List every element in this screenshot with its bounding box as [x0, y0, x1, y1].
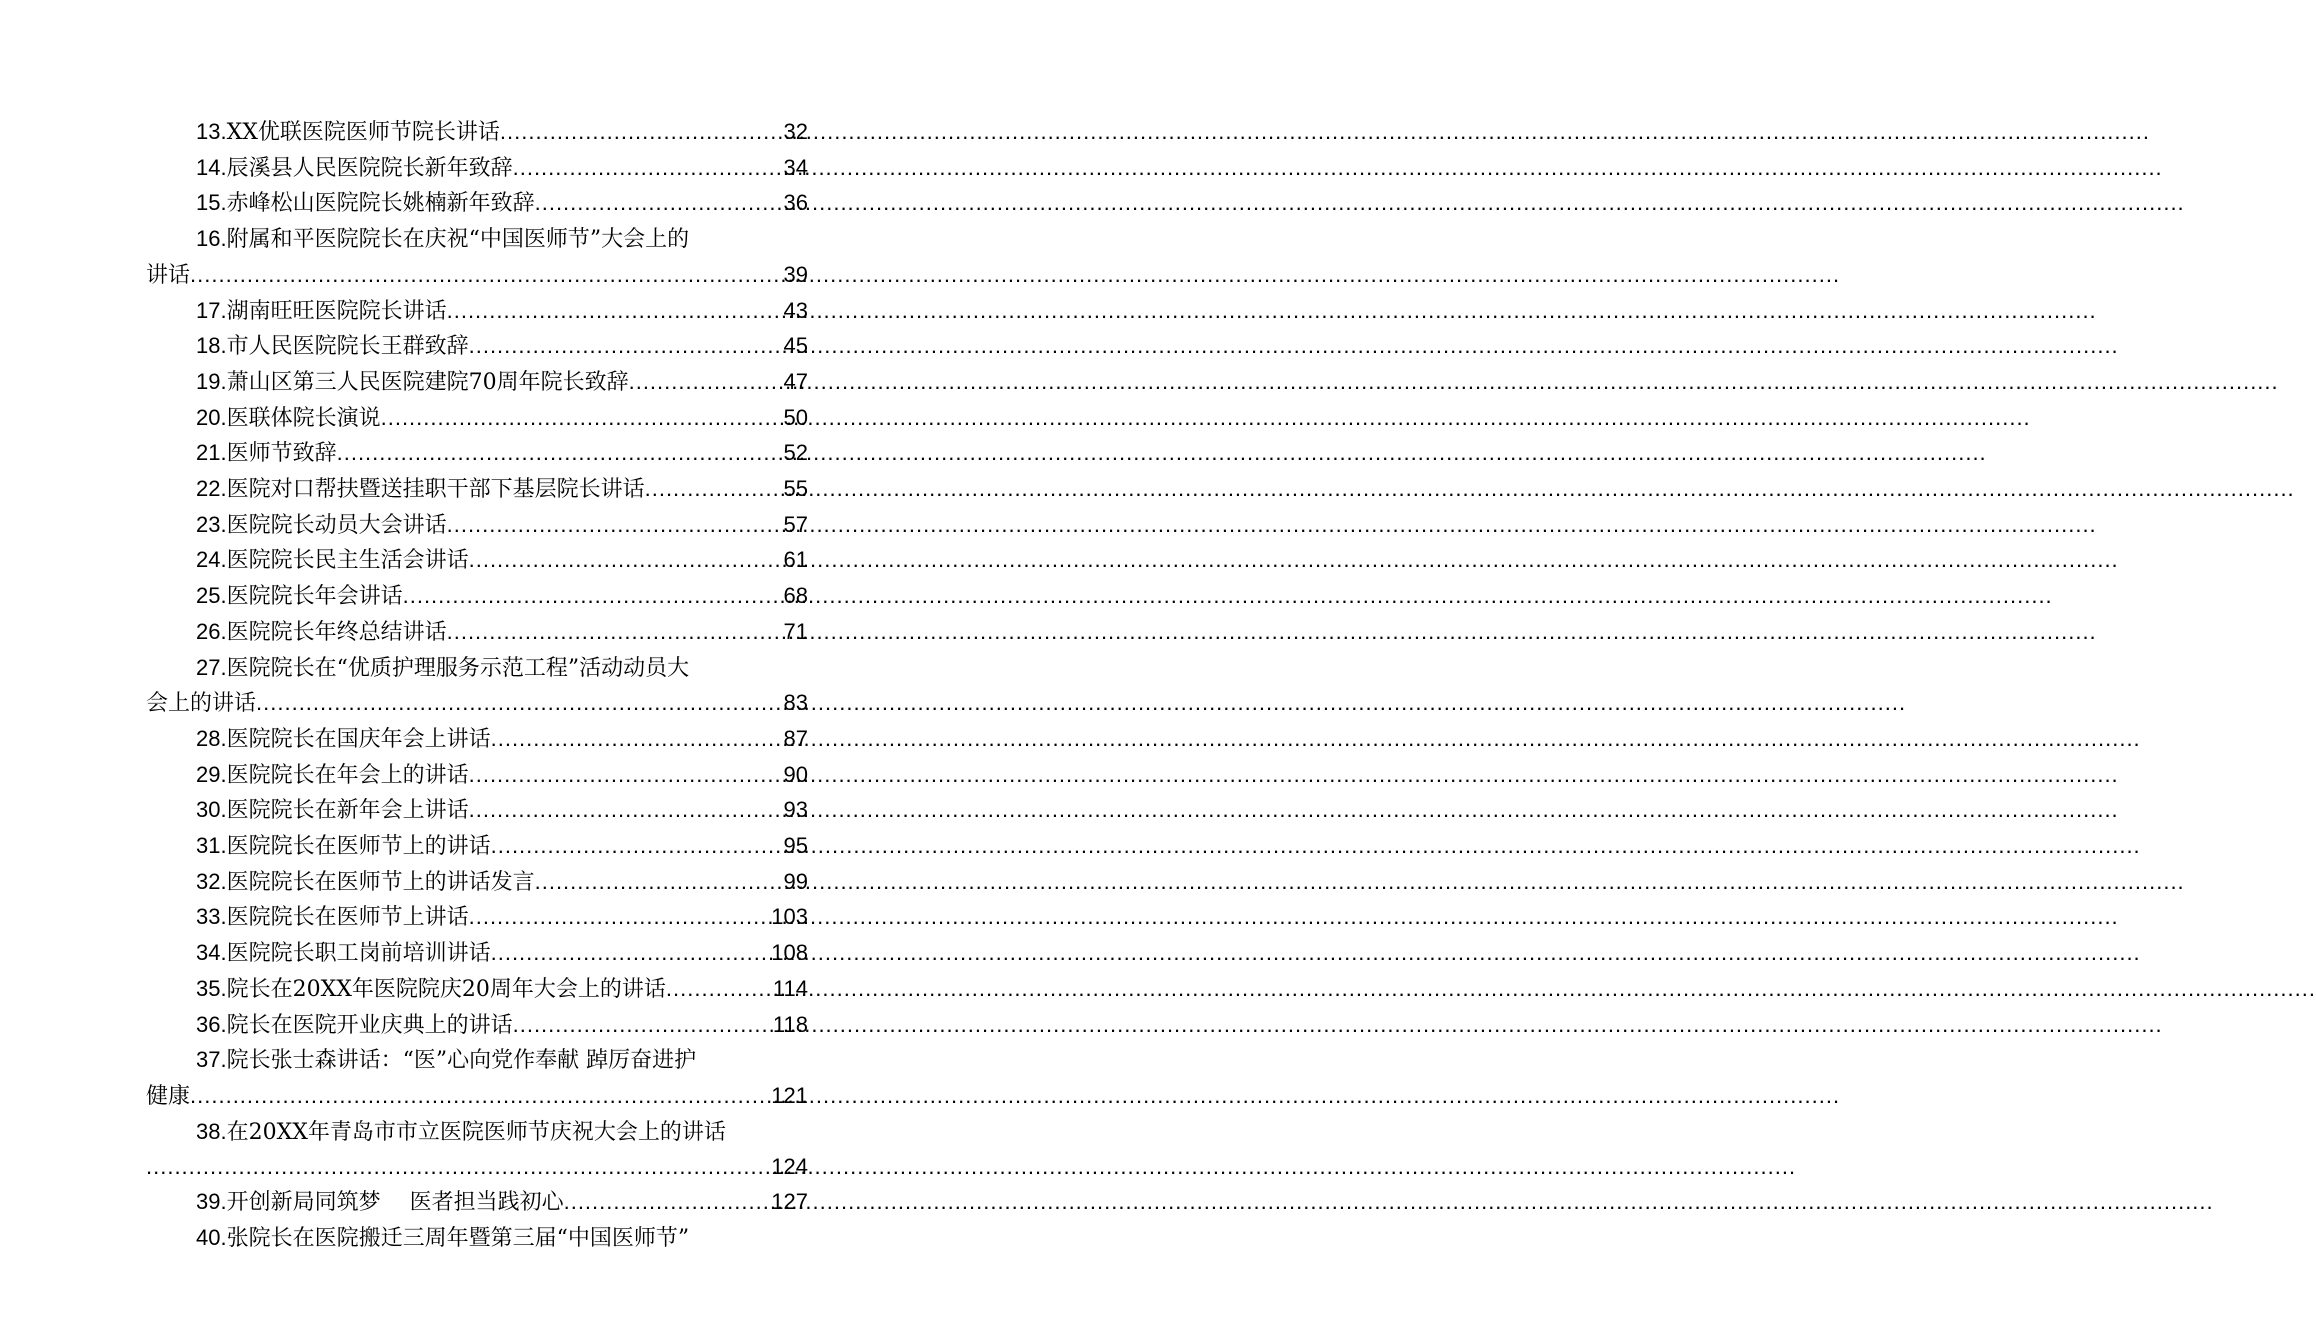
toc-page-number: 45: [783, 333, 808, 359]
toc-dot-leader: [491, 936, 772, 971]
toc-entry-number: 15.: [196, 190, 227, 216]
toc-entry-number: 24.: [196, 547, 227, 573]
toc-entry-title: 张院长在医院搬迁三周年暨第三届“中国医师节”: [226, 1225, 690, 1251]
toc-entry-title: 辰溪县人民医院院长新年致辞: [226, 155, 513, 181]
toc-entry-line: [146, 972, 808, 1008]
toc-entry-number: 30.: [196, 797, 227, 823]
toc-entry-number: 14.: [196, 154, 227, 180]
toc-entry-title: 医院院长在医师节上的讲话: [226, 834, 491, 860]
toc-entry-title-continued: 讲话: [146, 262, 191, 288]
toc-entry-number: 17.: [196, 297, 227, 323]
toc-entry-number: 29.: [196, 761, 227, 787]
toc-entry-title: 院长在医院开业庆典上的讲话: [226, 1012, 513, 1038]
toc-dot-leader: [564, 1185, 772, 1220]
toc-entry-title: 附属和平医院院长在庆祝“中国医师节”大会上的: [226, 227, 690, 253]
toc-page-number: 103: [771, 904, 808, 930]
toc-entry-continuation: [146, 686, 808, 722]
toc-entry-number: 16.: [196, 226, 227, 252]
toc-dot-leader: [491, 829, 784, 864]
toc-page-number: 39: [783, 261, 808, 287]
toc-page-number: 36: [783, 190, 808, 216]
toc-entry-title: 院长张士森讲话：“医”心向党作奉献 踔厉奋进护: [226, 1048, 697, 1074]
toc-entry-title: 医院院长在国庆年会上讲话: [226, 726, 491, 752]
document-page: [0, 0, 950, 1344]
toc-entry-line: [146, 472, 808, 508]
toc-entry-number: 35.: [196, 975, 227, 1001]
toc-entry-line: [146, 401, 808, 437]
toc-dot-leader: [381, 401, 784, 436]
toc-entry-line: [146, 936, 808, 972]
toc-dot-leader: [190, 258, 784, 293]
toc-dot-leader: [535, 865, 784, 900]
toc-entry-title: 医院院长动员大会讲话: [226, 512, 447, 538]
toc-page-number: 83: [783, 690, 808, 716]
toc-entry[interactable]: [146, 615, 808, 651]
toc-entry-line: [146, 1008, 808, 1044]
toc-entry-line: [146, 615, 808, 651]
toc-entry-title: 医院院长在医师节上讲话: [226, 905, 469, 931]
toc-entry-line: [146, 151, 808, 187]
toc-entry[interactable]: [146, 436, 808, 472]
toc-entry[interactable]: [146, 329, 808, 365]
toc-entry-line: [146, 1185, 808, 1221]
toc-entry[interactable]: [146, 793, 808, 829]
toc-page-number: 90: [783, 761, 808, 787]
toc-page-number: 68: [783, 583, 808, 609]
toc-entry-number: 36.: [196, 1011, 227, 1037]
toc-dot-leader: [146, 1150, 771, 1185]
toc-dot-leader: [447, 508, 784, 543]
toc-entry-number: 20.: [196, 404, 227, 430]
toc-page-number: 55: [783, 476, 808, 502]
toc-entry-number: 19.: [196, 368, 227, 394]
toc-entry-line: [146, 365, 808, 401]
toc-page-number: 61: [783, 547, 808, 573]
toc-entry-title: 医师节致辞: [226, 441, 337, 467]
toc-page-number: 34: [783, 154, 808, 180]
toc-dot-leader: [190, 1079, 771, 1114]
toc-entry[interactable]: [146, 1115, 808, 1185]
toc-entry-title: 医院院长年终总结讲话: [226, 619, 447, 645]
toc-entry-line: [146, 543, 808, 579]
toc-entry-title: 医院院长职工岗前培训讲话: [226, 941, 491, 967]
toc-entry-number: 26.: [196, 618, 227, 644]
toc-entry-number: 22.: [196, 476, 227, 502]
toc-entry-line: [146, 865, 808, 901]
toc-entry-line: [146, 294, 808, 330]
toc-dot-leader: [447, 615, 784, 650]
toc-page-number: 87: [783, 725, 808, 751]
toc-entry-title-continued: 会上的讲话: [146, 691, 257, 717]
toc-entry-line: [146, 900, 808, 936]
toc-entry[interactable]: [146, 222, 808, 293]
toc-entry-title: 医院院长在新年会上讲话: [226, 798, 469, 824]
toc-entry-line: [146, 579, 808, 615]
toc-entry-continuation: [146, 1150, 808, 1185]
toc-entry-line: [146, 436, 808, 472]
toc-entry-number: 38.: [196, 1118, 227, 1144]
toc-entry-title: 医院院长在医师节上的讲话发言: [226, 869, 535, 895]
toc-entry-title: 医院对口帮扶暨送挂职干部下基层院长讲话: [226, 477, 645, 503]
toc-dot-leader: [256, 686, 784, 721]
toc-dot-leader: [447, 294, 784, 329]
toc-entry-line: [146, 758, 808, 794]
toc-entry-number: 34.: [196, 940, 227, 966]
toc-entry-line: [146, 722, 808, 758]
toc-entry-title: XX优联医院医师节院长讲话: [226, 120, 500, 145]
toc-entry-title: 医联体院长演说: [226, 405, 381, 431]
toc-dot-leader: [491, 722, 784, 757]
toc-dot-leader: [513, 1008, 773, 1043]
toc-entry-title: 医院院长年会讲话: [226, 584, 403, 610]
toc-entry[interactable]: [146, 1185, 808, 1221]
toc-dot-leader: [469, 758, 784, 793]
toc-entry[interactable]: [146, 472, 808, 508]
toc-entry[interactable]: [146, 936, 808, 972]
toc-entry-line: [146, 329, 808, 365]
toc-entry-line: [146, 793, 808, 829]
toc-entry-number: 37.: [196, 1047, 227, 1073]
toc-entry-title: 医院院长在年会上的讲话: [226, 762, 469, 788]
toc-entry-number: 21.: [196, 440, 227, 466]
toc-entry-number: 33.: [196, 904, 227, 930]
toc-page-number: 99: [783, 868, 808, 894]
toc-page-number: 124: [771, 1154, 808, 1180]
table-of-contents: [146, 115, 808, 1257]
toc-page-number: 52: [783, 440, 808, 466]
toc-page-number: 108: [771, 940, 808, 966]
toc-dot-leader: [645, 472, 784, 507]
toc-entry-number: 31.: [196, 833, 227, 859]
toc-page-number: 121: [771, 1082, 808, 1108]
toc-entry-line: [146, 651, 808, 687]
toc-entry-title: 医院院长民主生活会讲话: [226, 548, 469, 574]
toc-entry-line: [146, 1221, 808, 1257]
toc-page-number: 114: [772, 975, 808, 1001]
toc-entry[interactable]: [146, 579, 808, 615]
toc-page-number: 127: [771, 1189, 808, 1215]
toc-page-number: 57: [783, 511, 808, 537]
toc-page-number: 50: [783, 404, 808, 430]
toc-entry-number: 18.: [196, 333, 227, 359]
toc-dot-leader: [500, 115, 784, 150]
toc-entry-line: [146, 508, 808, 544]
toc-entry[interactable]: [146, 401, 808, 437]
toc-page-number: 43: [783, 297, 808, 323]
toc-entry-line: [146, 829, 808, 865]
toc-dot-leader: [513, 151, 784, 186]
toc-page-number: 118: [772, 1011, 808, 1037]
toc-entry[interactable]: [146, 1043, 808, 1114]
toc-dot-leader: [469, 543, 784, 578]
toc-entry-line: [146, 222, 808, 258]
toc-dot-leader: [337, 436, 784, 471]
toc-entry-number: 40.: [196, 1224, 227, 1250]
toc-entry[interactable]: [146, 186, 808, 222]
toc-entry[interactable]: [146, 722, 808, 758]
toc-entry[interactable]: [146, 115, 808, 151]
toc-entry[interactable]: [146, 1221, 808, 1257]
toc-entry-title: 萧山区第三人民医院建院70周年院长致辞: [226, 369, 629, 395]
toc-entry-continuation: [146, 1079, 808, 1115]
toc-dot-leader: [535, 186, 784, 221]
toc-dot-leader: [469, 793, 784, 828]
toc-entry[interactable]: [146, 294, 808, 330]
toc-entry-line: [146, 115, 808, 151]
toc-entry-continuation: [146, 258, 808, 294]
toc-page-number: 47: [783, 368, 808, 394]
toc-dot-leader: [469, 900, 772, 935]
toc-entry-number: 25.: [196, 583, 227, 609]
toc-entry-title: 开创新局同筑梦 医者担当践初心: [226, 1190, 564, 1216]
toc-entry-number: 32.: [196, 868, 227, 894]
toc-entry-line: [146, 1043, 808, 1079]
toc-entry-number: 13.: [196, 119, 227, 144]
toc-dot-leader: [403, 579, 784, 614]
toc-entry-title: 市人民医院院长王群致辞: [226, 334, 469, 360]
toc-entry-title: 在20XX年青岛市市立医院医师节庆祝大会上的讲话: [226, 1119, 726, 1145]
toc-dot-leader: [469, 329, 784, 364]
toc-entry[interactable]: [146, 508, 808, 544]
toc-entry[interactable]: [146, 365, 808, 401]
toc-entry[interactable]: [146, 543, 808, 579]
toc-page-number: 71: [783, 618, 808, 644]
toc-entry-title: 医院院长在“优质护理服务示范工程”活动动员大: [226, 655, 690, 681]
toc-page-number: 32: [783, 119, 808, 144]
toc-entry[interactable]: [146, 1008, 808, 1044]
toc-entry-title: 湖南旺旺医院院长讲话: [226, 298, 447, 324]
toc-entry[interactable]: [146, 865, 808, 901]
toc-entry-title: 院长在20XX年医院院庆20周年大会上的讲话: [226, 976, 666, 1002]
toc-entry-number: 23.: [196, 511, 227, 537]
toc-entry[interactable]: [146, 900, 808, 936]
toc-entry[interactable]: [146, 151, 808, 187]
toc-entry[interactable]: [146, 972, 808, 1008]
toc-entry-title-continued: 健康: [146, 1083, 191, 1109]
toc-dot-leader: [666, 972, 773, 1007]
toc-entry-number: 28.: [196, 725, 227, 751]
toc-entry-number: 39.: [196, 1189, 227, 1215]
toc-entry[interactable]: [146, 651, 808, 722]
toc-entry-line: [146, 1115, 808, 1151]
toc-entry-number: 27.: [196, 654, 227, 680]
toc-entry-line: [146, 186, 808, 222]
toc-page-number: 93: [783, 797, 808, 823]
toc-entry[interactable]: [146, 758, 808, 794]
toc-page-number: 95: [783, 833, 808, 859]
toc-dot-leader: [629, 365, 784, 400]
toc-entry-title: 赤峰松山医院院长姚楠新年致辞: [226, 191, 535, 217]
toc-entry[interactable]: [146, 829, 808, 865]
